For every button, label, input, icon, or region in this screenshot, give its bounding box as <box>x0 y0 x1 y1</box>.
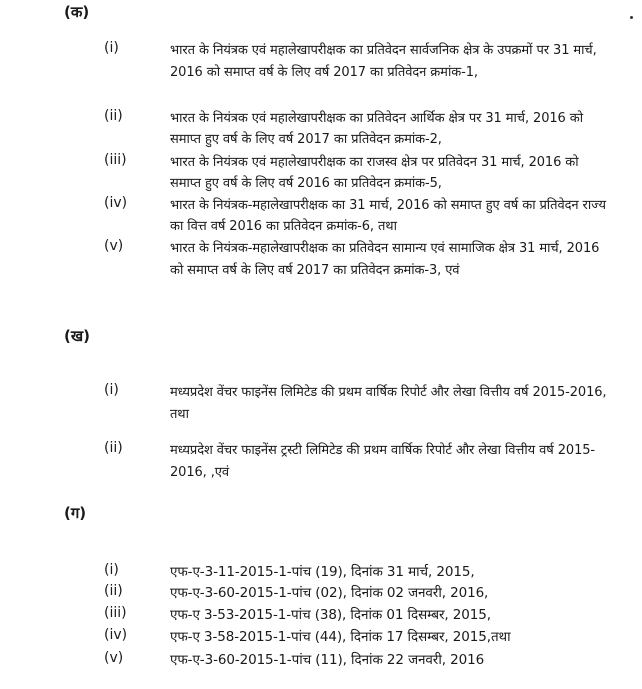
item-text: एफ-ए 3-53-2015-1-पांच (38), दिनांक 01 दिसम्बर, 2015, <box>170 607 491 623</box>
item-number: (iii) <box>104 605 127 621</box>
item-number: (i) <box>104 40 119 56</box>
item-number: (ii) <box>104 440 123 456</box>
item-text: एफ-ए-3-60-2015-1-पांच (11), दिनांक 22 जनवरी, 2016 <box>170 652 485 668</box>
item-number: (iv) <box>104 627 128 643</box>
item-number: (iv) <box>104 195 128 211</box>
section-kha-label: (ख) <box>64 327 90 345</box>
item-text: भारत के नियंत्रक एवं महालेखापरीक्षक का प्रतिवेदन सार्वजनिक क्षेत्र के उपक्रमों पर 31 मार्च, 2016 को समाप्त वर्ष के लिए वर्ष 2017 का प्रतिवेदन क्रमांक-1, <box>170 43 597 80</box>
item-number: (i) <box>104 562 119 578</box>
item-text: एफ-ए-3-11-2015-1-पांच (19), दिनांक 31 मार्च, 2015, <box>170 564 475 580</box>
item-number: (ii) <box>104 108 123 124</box>
item-number: (iii) <box>104 152 127 168</box>
item-number: (i) <box>104 382 119 398</box>
section-ka-label: (क) <box>64 3 90 21</box>
item-text: भारत के नियंत्रक-महालेखापरीक्षक का प्रतिवेदन सामान्य एवं सामाजिक क्षेत्र 31 मार्च, 2016 को समाप्त वर्ष के लिए वर्ष 2017 का प्रतिवेदन क्रमांक-3, एवं <box>170 241 600 278</box>
item-text: एफ-ए 3-58-2015-1-पांच (44), दिनांक 17 दिसम्बर, 2015,तथा <box>170 629 511 645</box>
item-text: भारत के नियंत्रक-महालेखापरीक्षक का 31 मार्च, 2016 को समाप्त हुए वर्ष का प्रतिवेदन राज्य का वित्त वर्ष 2016 का प्रतिवेदन क्रमांक-6, तथा <box>170 198 606 234</box>
item-number: (ii) <box>104 583 123 599</box>
item-text: मध्यप्रदेश वेंचर फाइनेंस ट्रस्टी लिमिटेड की प्रथम वार्षिक रिपोर्ट और लेखा वित्तीय वर्ष 2015-2016, ,एवं <box>170 443 596 480</box>
item-text: भारत के नियंत्रक एवं महालेखापरीक्षक का राजस्व क्षेत्र पर प्रतिवेदन 31 मार्च, 2016 को समाप्त हुए वर्ष के लिए वर्ष 2016 का प्रतिवेदन क्रमांक-5, <box>170 155 579 191</box>
item-text: भारत के नियंत्रक एवं महालेखापरीक्षक का प्रतिवेदन आर्थिक क्षेत्र पर 31 मार्च, 2016 को समाप्त हुए वर्ष के लिए वर्ष 2017 का प्रतिवेदन क्रमांक-2, <box>170 111 583 147</box>
item-number: (v) <box>104 650 124 666</box>
section-ga-label: (ग) <box>64 504 87 522</box>
item-text: मध्यप्रदेश वेंचर फाइनेंस लिमिटेड की प्रथम वार्षिक रिपोर्ट और लेखा वित्तीय वर्ष 2015-2016, तथा <box>170 385 607 422</box>
item-text: एफ-ए-3-60-2015-1-पांच (02), दिनांक 02 जनवरी, 2016, <box>170 585 489 601</box>
item-number: (v) <box>104 238 124 254</box>
scan-mark <box>630 16 633 19</box>
